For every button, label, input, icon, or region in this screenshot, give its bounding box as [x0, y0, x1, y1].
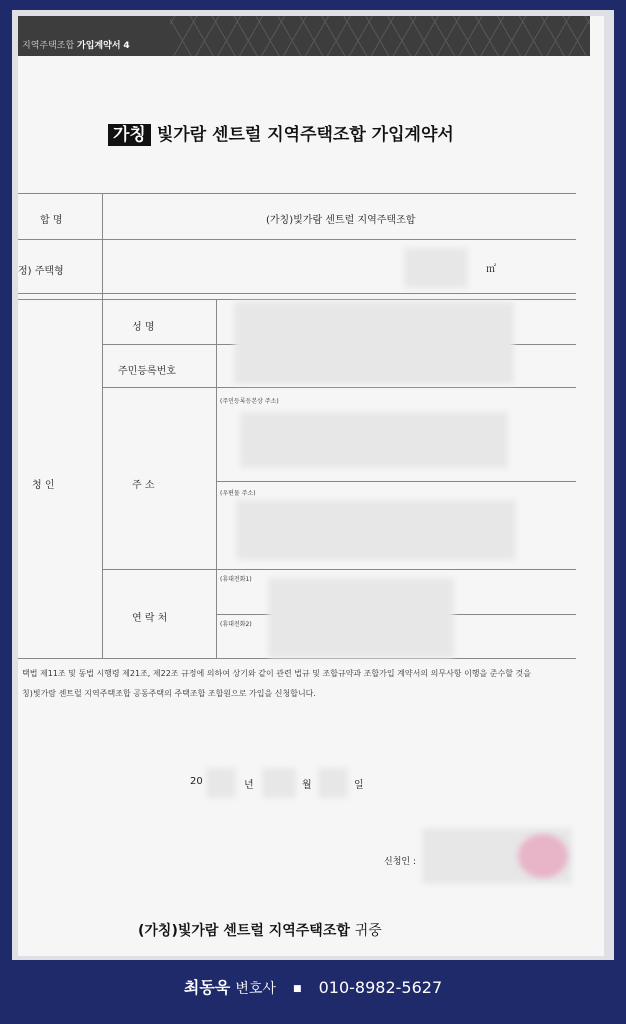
area-unit: ㎡: [486, 264, 496, 275]
redacted-area: [240, 412, 508, 468]
redacted-area: [318, 768, 348, 798]
union-name-label: 합 명: [40, 215, 63, 226]
header-doc-label: 가입계약서: [77, 41, 121, 51]
phone1-note: (휴대전화1): [220, 576, 252, 583]
date-year-prefix: 20: [190, 776, 203, 787]
name-label: 성 명: [132, 322, 155, 333]
header-section: 지역주택조합: [22, 41, 75, 51]
date-day-suffix: 일: [354, 780, 364, 791]
header-text: [22, 38, 130, 51]
agreement-text-line2: 칭)빛가람 센트럴 지역주택조합 공동주택의 주택조합 조합원으로 가입을 신청합니다.: [22, 689, 316, 698]
header-pattern: [170, 16, 590, 56]
contract-page: [18, 16, 604, 956]
table-rule: [216, 481, 576, 482]
signature-label: 신청인 :: [384, 857, 416, 867]
address-label: 주 소: [132, 480, 155, 491]
table-rule: [102, 387, 576, 388]
date-month-suffix: 월: [302, 780, 312, 791]
redacted-area: [404, 248, 468, 288]
seal-stamp: [518, 834, 568, 878]
contact-label: 연 락 처: [132, 613, 168, 624]
table-column-rule: [102, 193, 103, 659]
redacted-area: [262, 768, 296, 798]
redacted-area: [234, 302, 514, 384]
table-rule: [102, 569, 576, 570]
union-name-value: (가칭)빛가람 센트럴 지역주택조합: [266, 215, 416, 226]
document-title: [108, 120, 454, 145]
phone2-note: (휴대전화2): [220, 621, 252, 628]
house-type-label: 정) 주택형: [18, 266, 64, 277]
date-year-suffix: 년: [244, 780, 254, 791]
applicant-label: 청 인: [32, 480, 55, 491]
title-text: 빛가람 센트럴 지역주택조합 가입계약서: [156, 125, 454, 145]
separator-dot: ■: [293, 983, 302, 994]
header-page-number: 4: [123, 41, 130, 51]
redacted-area: [236, 500, 516, 560]
title-badge: 가칭: [108, 124, 151, 146]
lawyer-name: 최동욱: [183, 978, 231, 997]
registered-address-note: (주민등록등본상 주소): [220, 398, 279, 405]
contact-footer: [0, 975, 626, 998]
page-header: [18, 16, 590, 56]
agreement-text-line1: 택법 제11조 및 동법 시행령 제21조, 제22조 규정에 의하여 상기와 같이 관련 법규 및 조합규약과 조합가입 계약서의 의무사항 이행을 준수할 것을: [22, 669, 531, 678]
phone-number: 010-8982-5627: [318, 978, 443, 997]
resident-number-label: 주민등록번호: [118, 366, 176, 377]
addressee: [138, 920, 382, 940]
lawyer-title: 변호사: [235, 981, 276, 997]
redacted-area: [268, 578, 454, 658]
mail-address-note: (우편물 주소): [220, 490, 256, 497]
addressee-suffix: 귀중: [354, 923, 382, 939]
document-frame: [12, 10, 614, 960]
addressee-name: (가칭)빛가람 센트럴 지역주택조합: [138, 923, 350, 939]
table-column-rule: [216, 299, 217, 659]
redacted-area: [206, 768, 236, 798]
